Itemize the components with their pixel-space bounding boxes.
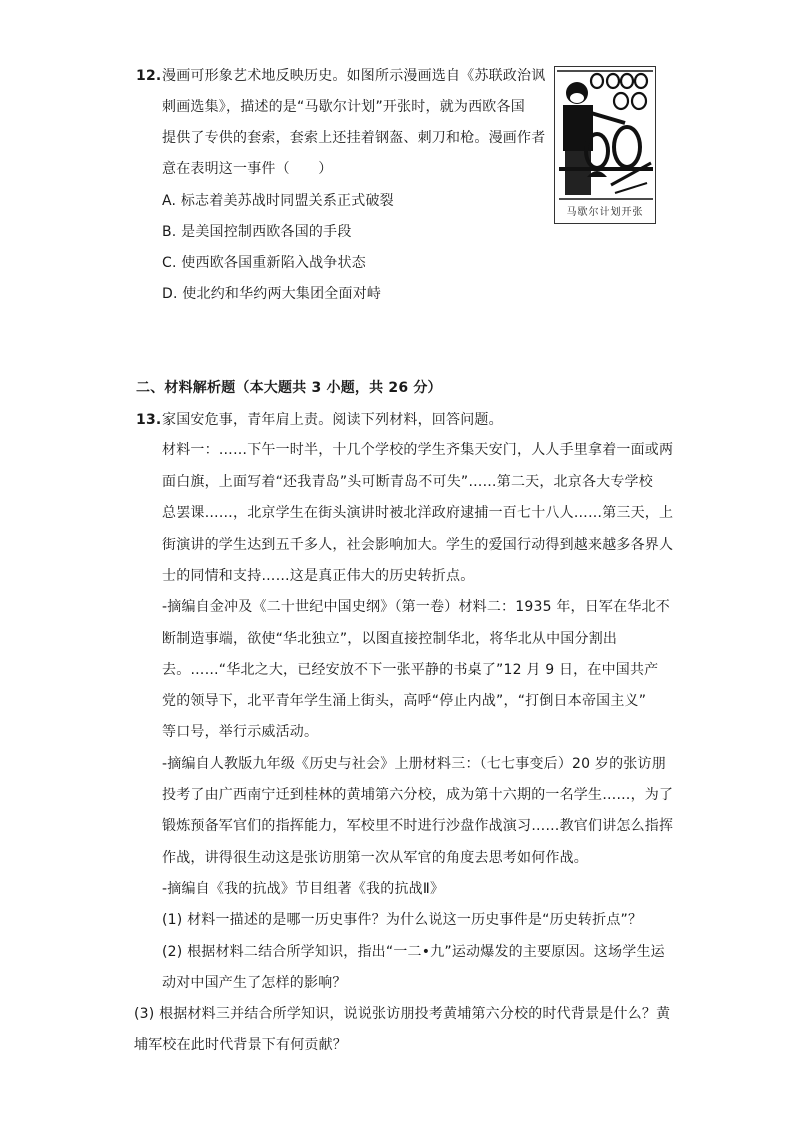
q13-material-line-10: 等口号，举行示威活动。 — [162, 724, 319, 740]
q13-material-line-12: 投考了由广西南宁迁到桂林的黄埔第六分校，成为第十六期的一名学生……，为了 — [162, 787, 674, 803]
cartoon-drawing — [555, 67, 655, 205]
cartoon-caption: 马歇尔计划开张 — [566, 207, 644, 218]
section-heading-prefix: 二、材料解析题（本大题共 — [136, 380, 312, 396]
q12-stem-line-3: 提供了专供的套索，套索上还挂着钢盔、刺刀和枪。漫画作者 — [162, 130, 546, 146]
option-text: 使北约和华约两大集团全面对峙 — [182, 286, 382, 302]
q13-intro: 家国安危事，青年肩上责。阅读下列材料，回答问题。 — [162, 412, 503, 428]
section-2-heading — [136, 380, 442, 396]
q13-sub-question-2-line-1: (2) 根据材料二结合所学知识，指出“一二•九”运动爆发的主要原因。这场学生运 — [162, 944, 665, 960]
q12-option-d[interactable] — [162, 286, 381, 302]
q13-material-line-6: -摘编自金冲及《二十世纪中国史纲》（第一卷）材料二：1935 年，日军在华北不 — [162, 599, 670, 615]
q12-stem-line-1: 漫画可形象艺术地反映历史。如图所示漫画选自《苏联政治讽 — [162, 68, 546, 84]
q13-material-line-3: 总罢课……，北京学生在街头演讲时被北洋政府逮捕一百七十八人……第三天，上 — [162, 505, 674, 521]
q13-material-line-13: 锻炼预备军官们的指挥能力，军校里不时进行沙盘作战演习……教官们讲怎么指挥 — [162, 818, 674, 834]
marshall-plan-cartoon — [554, 66, 656, 224]
q13-material-line-5: 士的同情和支持……这是真正伟大的历史转折点。 — [162, 568, 475, 584]
q13-sub-question-1: (1) 材料一描述的是哪一历史事件？为什么说这一历史事件是“历史转折点”？ — [162, 912, 643, 928]
q12-stem-line-2: 刺画选集》，描述的是“马歇尔计划”开张时，就为西欧各国 — [162, 99, 525, 115]
q13-number: 13. — [136, 412, 162, 428]
q13-material-line-9: 党的领导下，北平青年学生涌上街头，高呼“停止内战”，“打倒日本帝国主义” — [162, 693, 647, 709]
q13-material-line-1: 材料一：……下午一时半，十几个学校的学生齐集天安门，人人手里拿着一面或两 — [162, 442, 674, 458]
q13-sub-question-3-line-2: 埔军校在此时代背景下有何贡献？ — [134, 1037, 347, 1053]
q13-material-line-14: 作战，讲得很生动这是张访朋第一次从军官的角度去思考如何作战。 — [162, 850, 588, 866]
q13-material-line-2: 面白旗，上面写着“还我青岛”头可断青岛不可失”……第二天，北京各大专学校 — [162, 474, 653, 490]
q13-material-line-11: -摘编自人教版九年级《历史与社会》上册材料三：（七七事变后）20 岁的张访朋 — [162, 756, 666, 772]
option-label: C. — [162, 255, 177, 271]
option-text: 使西欧各国重新陷入战争状态 — [181, 255, 366, 271]
q13-material-line-7: 断制造事端，欲使“华北独立”，以图直接控制华北，将华北从中国分割出 — [162, 631, 618, 647]
option-label: D. — [162, 286, 178, 302]
q13-material-line-4: 街演讲的学生达到五千多人，社会影响加大。学生的爱国行动得到越来越多各界人 — [162, 537, 674, 553]
section-heading-mid: 小题，共 — [321, 380, 389, 396]
q13-material-line-8: 去。……“华北之大，已经安放不下一张平静的书桌了”12 月 9 日，在中国共产 — [162, 662, 659, 678]
q13-sub-question-2-line-2: 动对中国产生了怎样的影响？ — [162, 975, 347, 991]
option-label: A. — [162, 193, 177, 209]
q12-option-c[interactable] — [162, 255, 366, 271]
option-label: B. — [162, 224, 177, 240]
q12-option-a[interactable] — [162, 193, 394, 209]
section-question-count: 3 — [311, 380, 322, 396]
option-text: 是美国控制西欧各国的手段 — [181, 224, 352, 240]
q12-number: 12. — [136, 68, 162, 84]
q13-sub-question-3-line-1: (3) 根据材料三并结合所学知识，说说张访朋投考黄埔第六分校的时代背景是什么？黄 — [134, 1006, 671, 1022]
q12-stem-line-4: 意在表明这一事件（ ） — [162, 161, 333, 177]
q12-option-b[interactable] — [162, 224, 352, 240]
section-heading-suffix: 分） — [408, 380, 442, 396]
q13-material-line-15: -摘编自《我的抗战》节目组著《我的抗战Ⅱ》 — [162, 881, 445, 897]
option-text: 标志着美苏战时同盟关系正式破裂 — [180, 193, 394, 209]
section-total-score: 26 — [388, 380, 409, 396]
